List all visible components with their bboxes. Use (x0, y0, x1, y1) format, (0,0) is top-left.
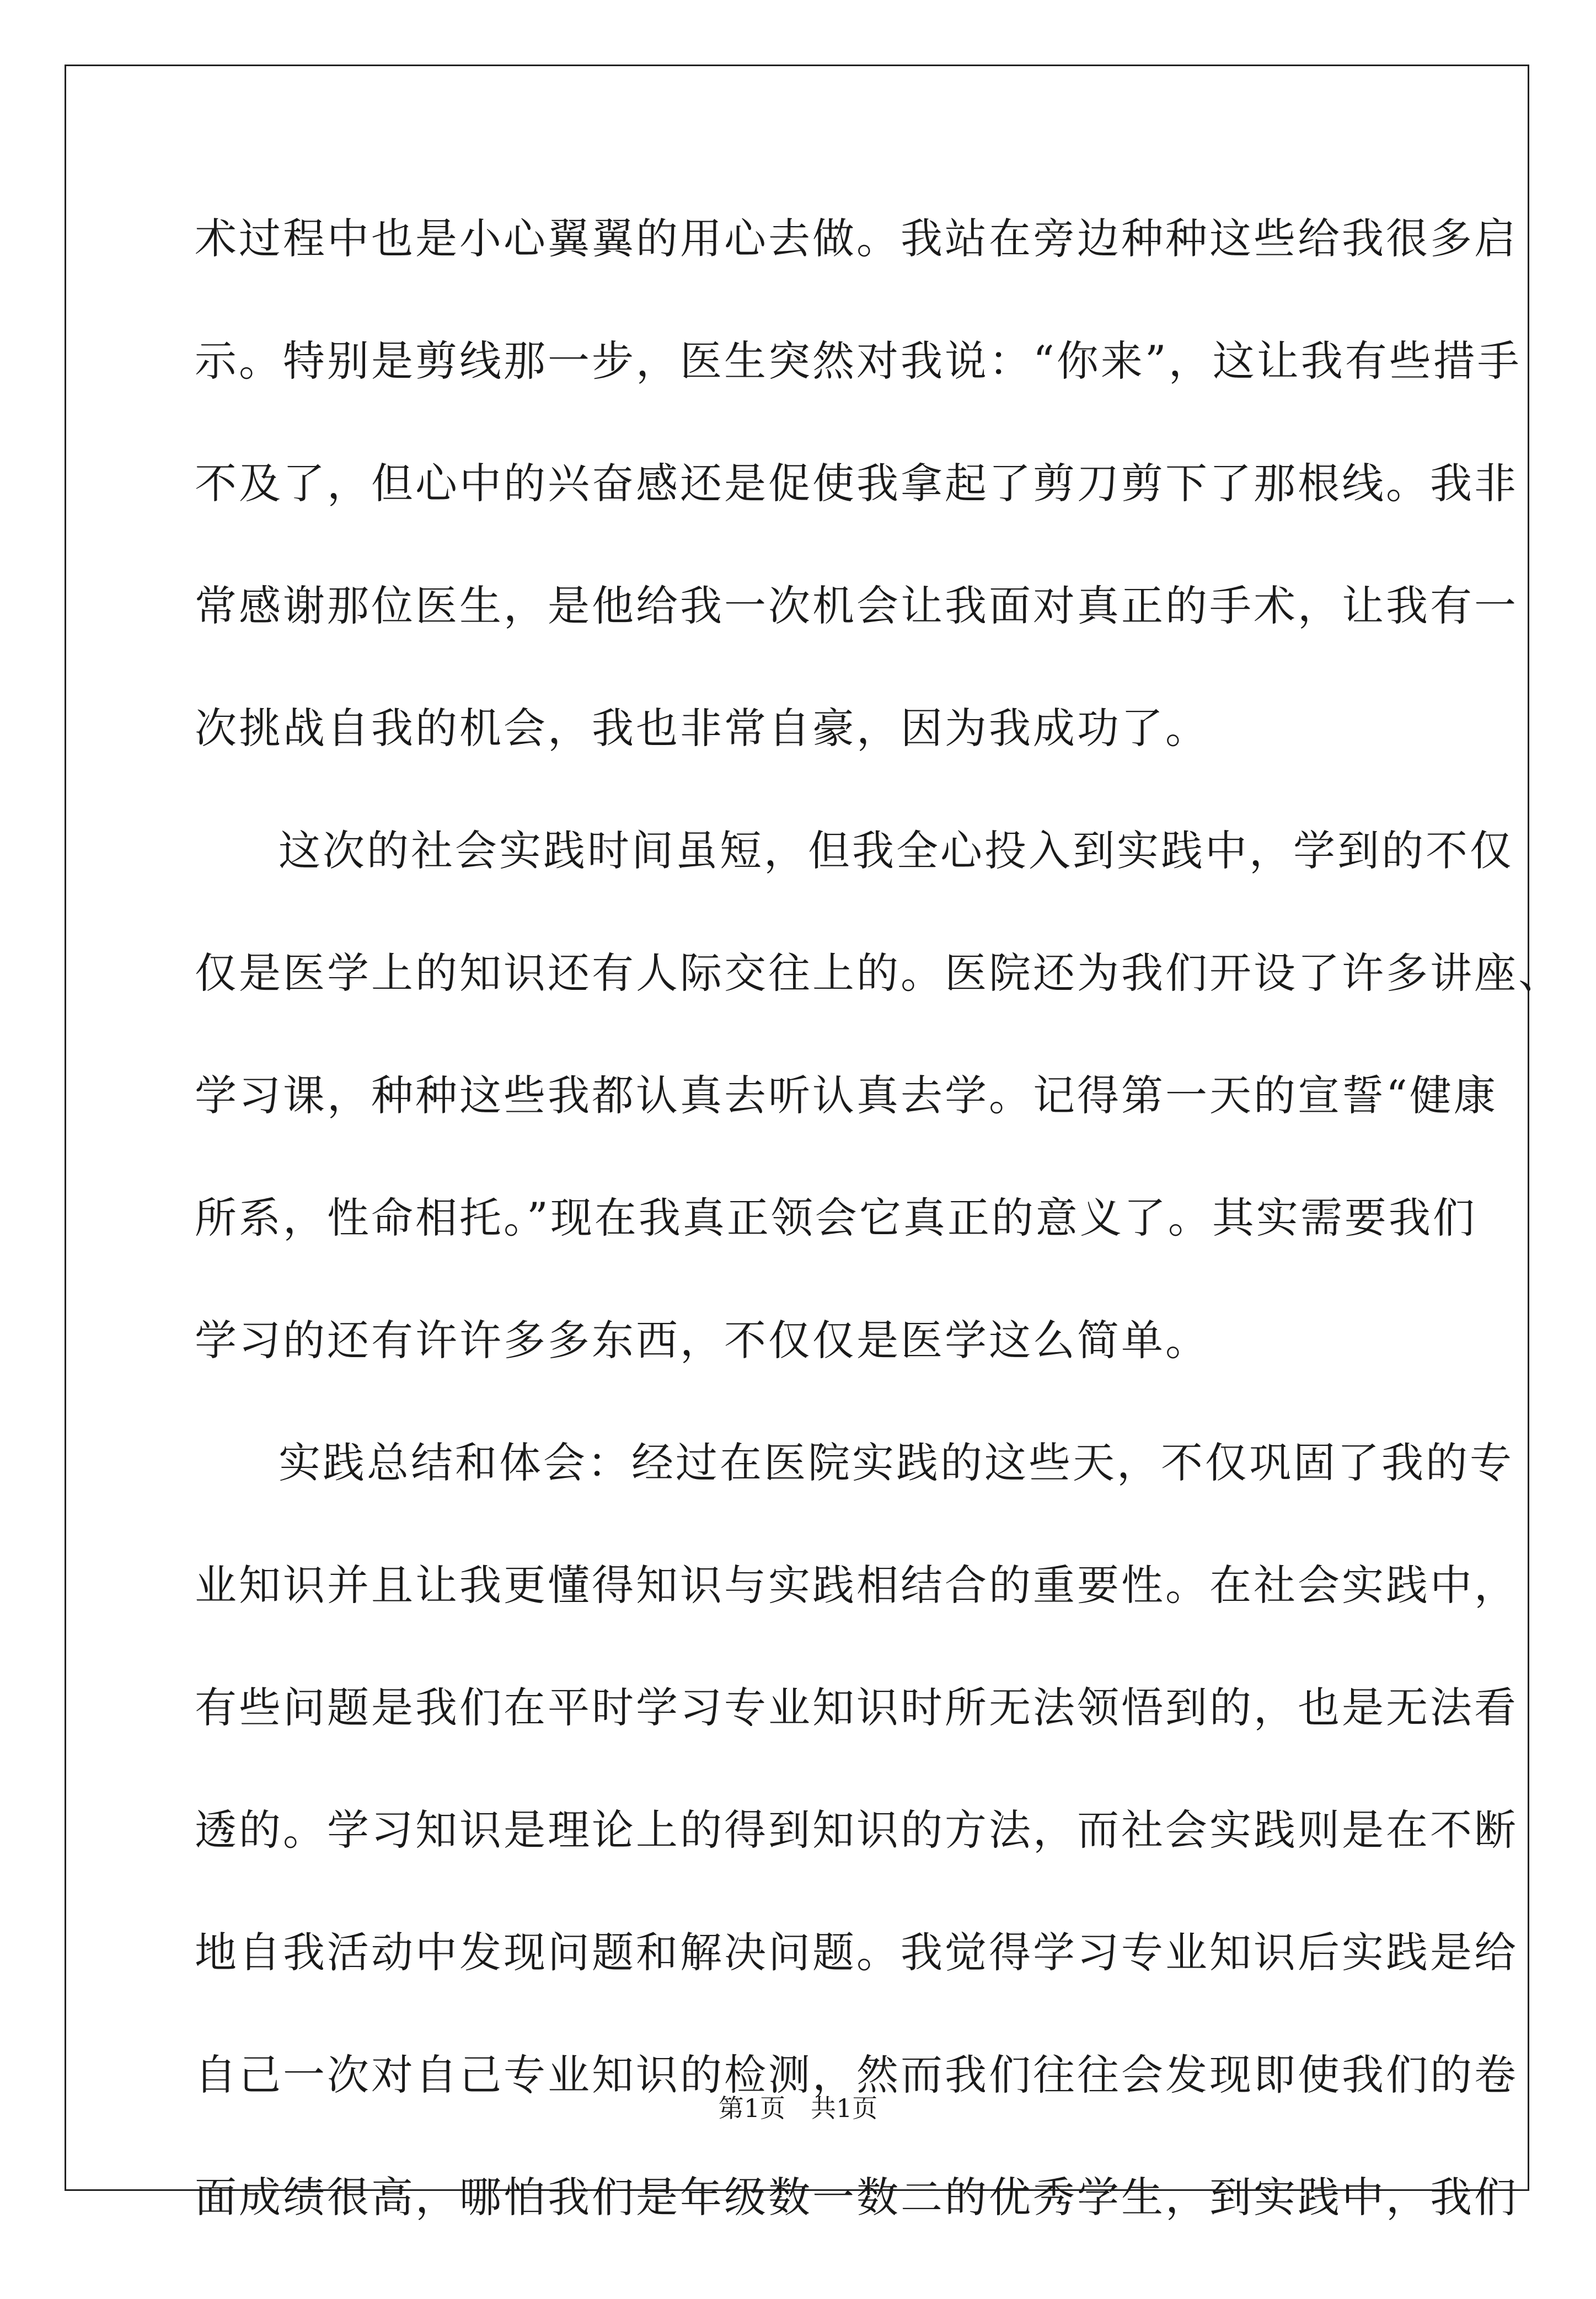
text-line: 不及了，但心中的兴奋感还是促使我拿起了剪刀剪下了那根线。我非 (195, 459, 1518, 508)
text-line: 所系，性命相托。”现在我真正领会它真正的意义了。其实需要我们 (195, 1193, 1477, 1242)
text-line: 术过程中也是小心翼翼的用心去做。我站在旁边种种这些给我很多启 (195, 214, 1518, 263)
text-line: 自己一次对自己专业知识的检测，然而我们往往会发现即使我们的卷 (195, 2050, 1518, 2099)
page-number-footer: 第1页 共1页 (718, 2093, 878, 2123)
paragraph-start-line: 实践总结和体会：经过在医院实践的这些天，不仅巩固了我的专 (279, 1438, 1514, 1487)
text-line: 学习的还有许许多多东西，不仅仅是医学这么简单。 (195, 1316, 1209, 1365)
text-line: 仅是医学上的知识还有人际交往上的。医院还为我们开设了许多讲座、 (195, 948, 1562, 998)
text-line: 次挑战自我的机会，我也非常自豪，因为我成功了。 (195, 704, 1209, 753)
text-line: 有些问题是我们在平时学习专业知识时所无法领悟到的，也是无法看 (195, 1683, 1518, 1732)
text-line: 学习课，种种这些我都认真去听认真去学。记得第一天的宣誓“健康 (195, 1071, 1498, 1120)
paragraph-start-line: 这次的社会实践时间虽短，但我全心投入到实践中，学到的不仅 (279, 826, 1514, 875)
text-line: 业知识并且让我更懂得知识与实践相结合的重要性。在社会实践中， (195, 1561, 1518, 1610)
text-line: 面成绩很高，哪怕我们是年级数一数二的优秀学生，到实践中，我们 (195, 2173, 1518, 2222)
text-line: 透的。学习知识是理论上的得到知识的方法，而社会实践则是在不断 (195, 1805, 1518, 1855)
text-line: 常感谢那位医生，是他给我一次机会让我面对真正的手术，让我有一 (195, 581, 1518, 630)
text-line: 示。特别是剪线那一步，医生突然对我说：“你来”，这让我有些措手 (195, 336, 1522, 385)
document-body (195, 214, 1562, 2299)
text-line: 地自我活动中发现问题和解决问题。我觉得学习专业知识后实践是给 (195, 1928, 1518, 1977)
